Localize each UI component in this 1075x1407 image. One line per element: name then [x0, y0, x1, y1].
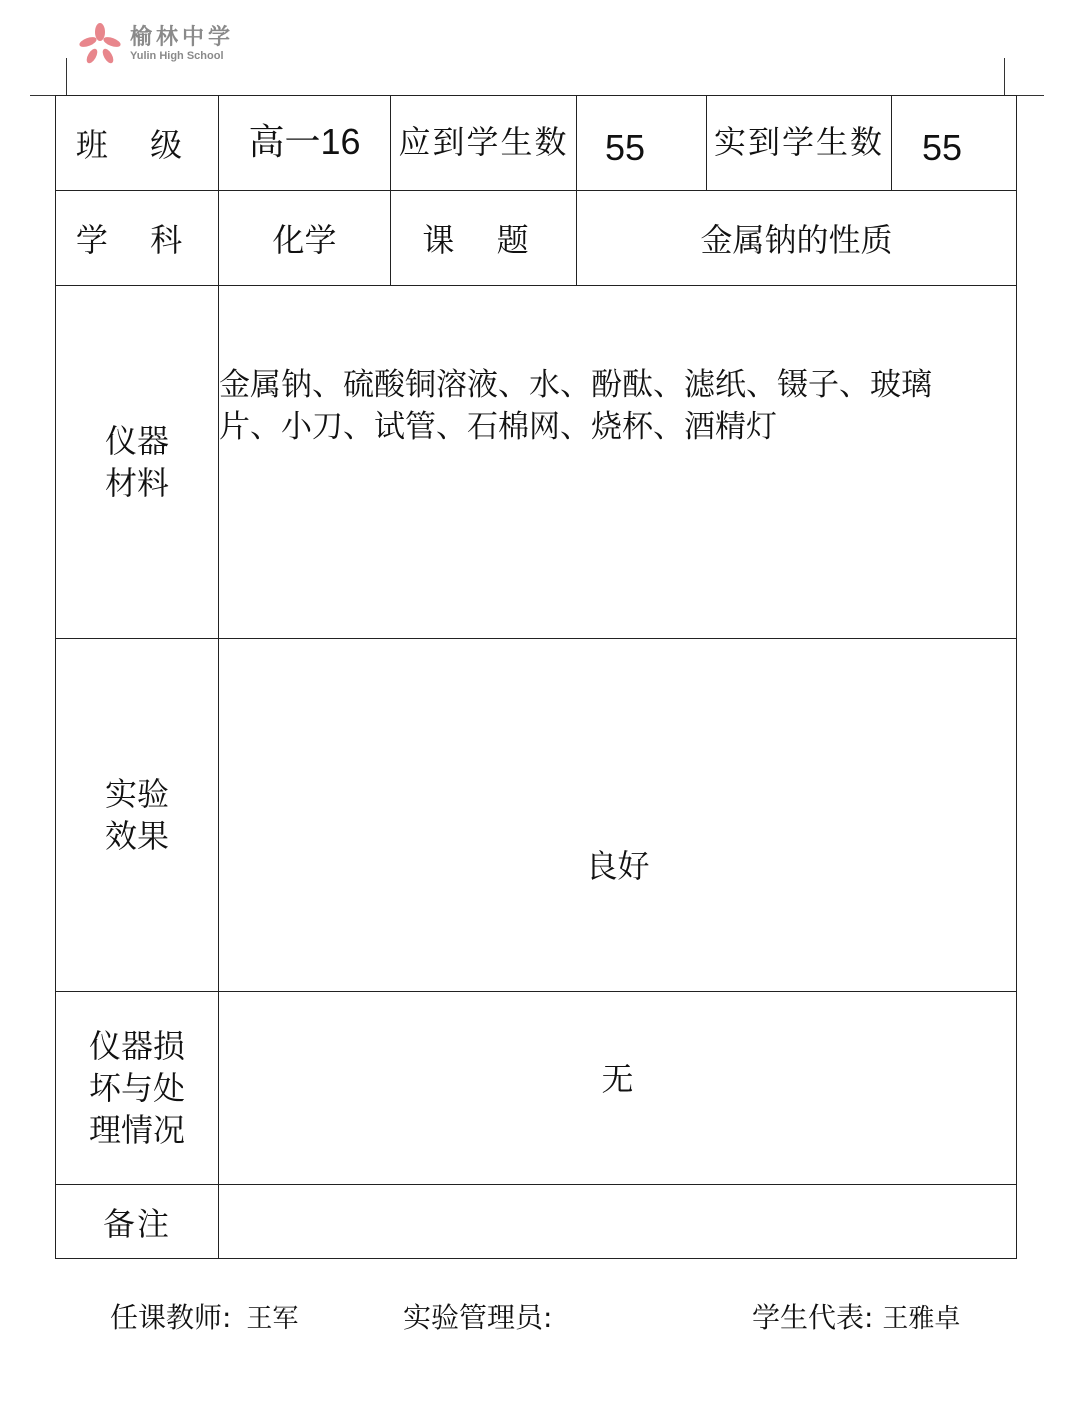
materials-label-line1: 仪器: [104, 422, 169, 460]
effect-label: [55, 638, 219, 992]
materials-label: [55, 285, 219, 639]
effect-label-line2: 效果: [104, 817, 169, 855]
remarks-label: 备注: [55, 1184, 219, 1259]
teacher-signature: [110, 1296, 298, 1336]
admin-signature: [403, 1296, 552, 1336]
remarks-value: [218, 1184, 1017, 1259]
student-signature: [752, 1296, 960, 1336]
header-left-tick: [66, 58, 67, 95]
materials-label-line2: 材料: [104, 464, 169, 502]
teacher-name: 王军: [246, 1304, 299, 1334]
materials-value: [218, 285, 1017, 639]
subject-label: 学 科: [55, 190, 219, 286]
actual-students-value: 55: [891, 95, 1017, 191]
class-value: 高一16: [218, 95, 391, 191]
class-label: 班 级: [55, 95, 219, 191]
teacher-label: 任课教师:: [110, 1301, 232, 1334]
damage-label: [55, 991, 219, 1185]
damage-label-line2: 坏与处: [88, 1069, 185, 1107]
damage-value: 无: [218, 991, 1017, 1185]
effect-label-line1: 实验: [104, 775, 169, 813]
expected-students-value: 55: [576, 95, 707, 191]
header-right-tick: [1004, 58, 1005, 95]
actual-students-label: 实到学生数: [706, 95, 892, 191]
school-emblem-icon: [78, 22, 122, 66]
materials-line1: 金属钠、硫酸铜溶液、水、酚酞、滤纸、镊子、玻璃: [219, 367, 932, 403]
student-name: 王雅卓: [882, 1304, 961, 1334]
school-name-en: Yulin High School: [130, 50, 224, 62]
effect-value: 良好: [218, 638, 1017, 992]
materials-line2: 片、小刀、试管、石棉网、烧杯、酒精灯: [219, 409, 777, 445]
damage-label-line1: 仪器损: [88, 1027, 185, 1065]
damage-label-line3: 理情况: [88, 1111, 185, 1149]
experiment-record-table: [55, 95, 1017, 1259]
school-logo: [78, 22, 234, 66]
topic-label: 课 题: [390, 190, 577, 286]
topic-value: 金属钠的性质: [576, 190, 1017, 286]
subject-value: 化学: [218, 190, 391, 286]
expected-students-label: 应到学生数: [390, 95, 577, 191]
student-label: 学生代表:: [752, 1301, 874, 1334]
school-name-cn: 榆林中学: [130, 24, 235, 50]
admin-label: 实验管理员:: [403, 1301, 553, 1334]
